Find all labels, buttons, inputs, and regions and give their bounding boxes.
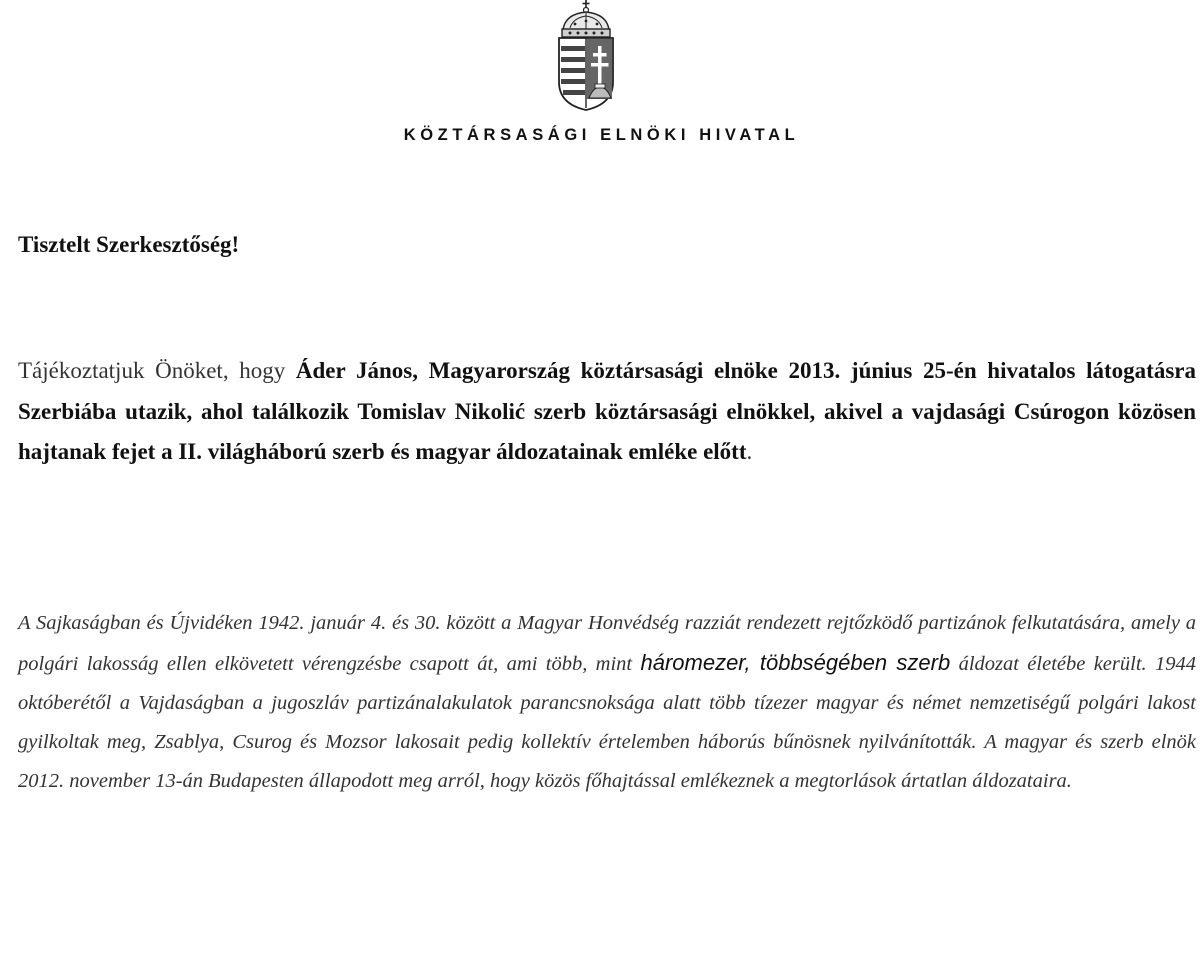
background-highlight: háromezer, többségében szerb [640, 650, 951, 675]
background-text-2: áldozat életébe került. 1944 októberétől a Vajdaságban a jugoszláv partizánalakulatok parancsnoksága alatt több tízezer magyar és német nemzetiségű polgári lakost gyilkoltak meg, Zsablya, Csurog és Mozsor lakosait pedig kollektív értelemben háborús bűnösnek nyilvánították. A magyar és szerb elnök 2012. november 13-án Budapesten állapodott meg arról, hogy közös főhajtással emlékeznek a megtorlások ártatlan áldozataira. [18, 653, 1196, 792]
background-paragraph [18, 604, 1196, 801]
background-text-1: A Sajkaságban és Újvidéken 1942. január 4. és 30. között a Magyar Honvédség razziát rendezett rejtőzködő partizánok felkutatására, amely a polgári lakosság ellen elkövetett vérengzésbe csapott át, ami több, mint [18, 612, 1196, 675]
announcement-paragraph [18, 351, 1196, 473]
letterhead [0, 0, 1203, 150]
salutation: Tisztelt Szerkesztőség! [18, 232, 240, 257]
announcement-main: Áder János, Magyarország köztársasági elnöke 2013. június 25-én hivatalos látogatásra Szerbiába utazik, ahol találkozik Tomislav Nikolić szerb köztársasági elnökkel, akivel a vajdasági Csúrogon közösen hajtanak fejet a II. világháború szerb és magyar áldozatainak emléke előtt [18, 358, 1196, 464]
office-name: KÖZTÁRSASÁGI ELNÖKI HIVATAL [403, 126, 800, 144]
hungarian-coat-of-arms-icon [553, 0, 619, 112]
announcement-intro: Tájékoztatjuk Önöket, hogy [18, 358, 296, 383]
announcement-end: . [746, 439, 753, 464]
